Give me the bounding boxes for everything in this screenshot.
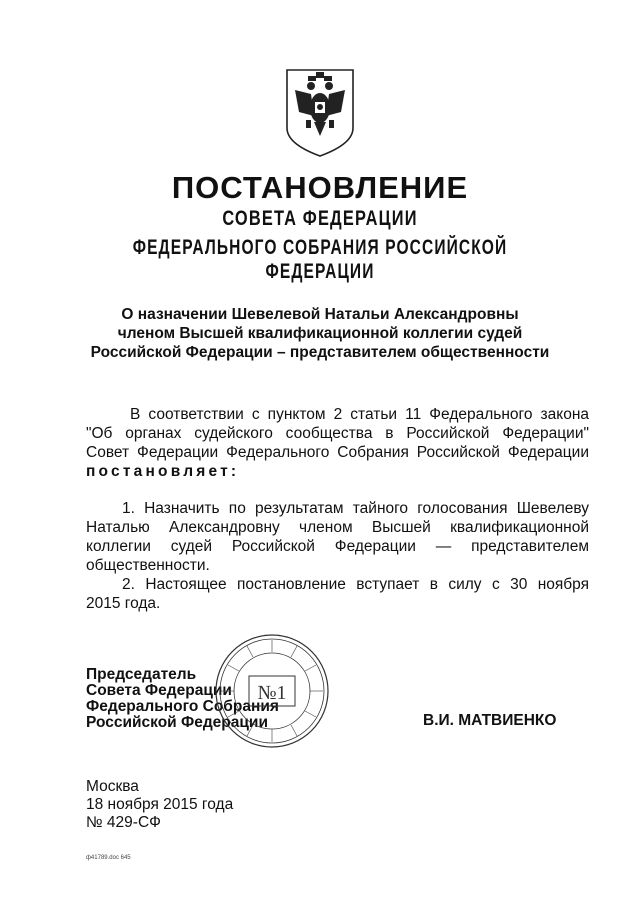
signer-position-line: Российской Федерации [86,714,268,731]
issuing-body-line-1: СОВЕТА ФЕДЕРАЦИИ [222,207,418,230]
item-line: 1. Назначить по результатам тайного голосования Шевелеву [122,500,589,517]
issue-date: 18 ноября 2015 года [86,796,234,813]
subject-line: членом Высшей квалификационной коллегии судей [117,325,523,342]
decree-word: постановляет: [86,463,240,480]
item-line: Наталью Александровну членом Высшей квалификационной [86,519,589,536]
document-footer [86,778,233,832]
item-line: коллегии судей Российской Федерации — представителем [86,538,589,555]
signer-name: В.И. МАТВИЕНКО [423,712,557,729]
item-line: общественности. [86,557,210,574]
issue-city: Москва [86,778,139,795]
preamble-line: "Об органах судейского сообщества в Российской Федерации" [86,425,589,442]
subject-line: О назначении Шевелевой Натальи Александровны [121,306,519,323]
seal-number: №1 [257,682,287,704]
item-line: 2. Настоящее постановление вступает в силу с 30 ноября [122,576,589,593]
signer-position-line: Совета Федерации [86,682,232,699]
preamble-line: В соответствии с пунктом 2 статьи 11 Федерального закона [130,406,589,423]
subject-line: Российской Федерации – представителем общественности [90,344,550,361]
item-line: 2015 года. [86,595,161,612]
official-seal-icon [213,632,331,750]
file-reference: ф41789.doc 645 [86,855,131,861]
document-subject [60,305,580,362]
issuing-body-line-2: ФЕДЕРАЛЬНОГО СОБРАНИЯ РОССИЙСКОЙ ФЕДЕРАЦИИ [132,236,508,283]
preamble-paragraph [86,405,589,481]
signer-position-line: Председатель [86,666,197,683]
decree-item-1 [86,499,589,575]
document-type-title: ПОСТАНОВЛЕНИЕ [171,170,469,205]
preamble-line: Совет Федерации Федерального Собрания Российской Федерации [86,444,589,461]
coat-of-arms-icon [281,66,359,158]
signer-position-line: Федерального Собрания [86,698,279,715]
document-number: № 429-СФ [86,814,161,831]
decree-item-2 [86,575,589,613]
